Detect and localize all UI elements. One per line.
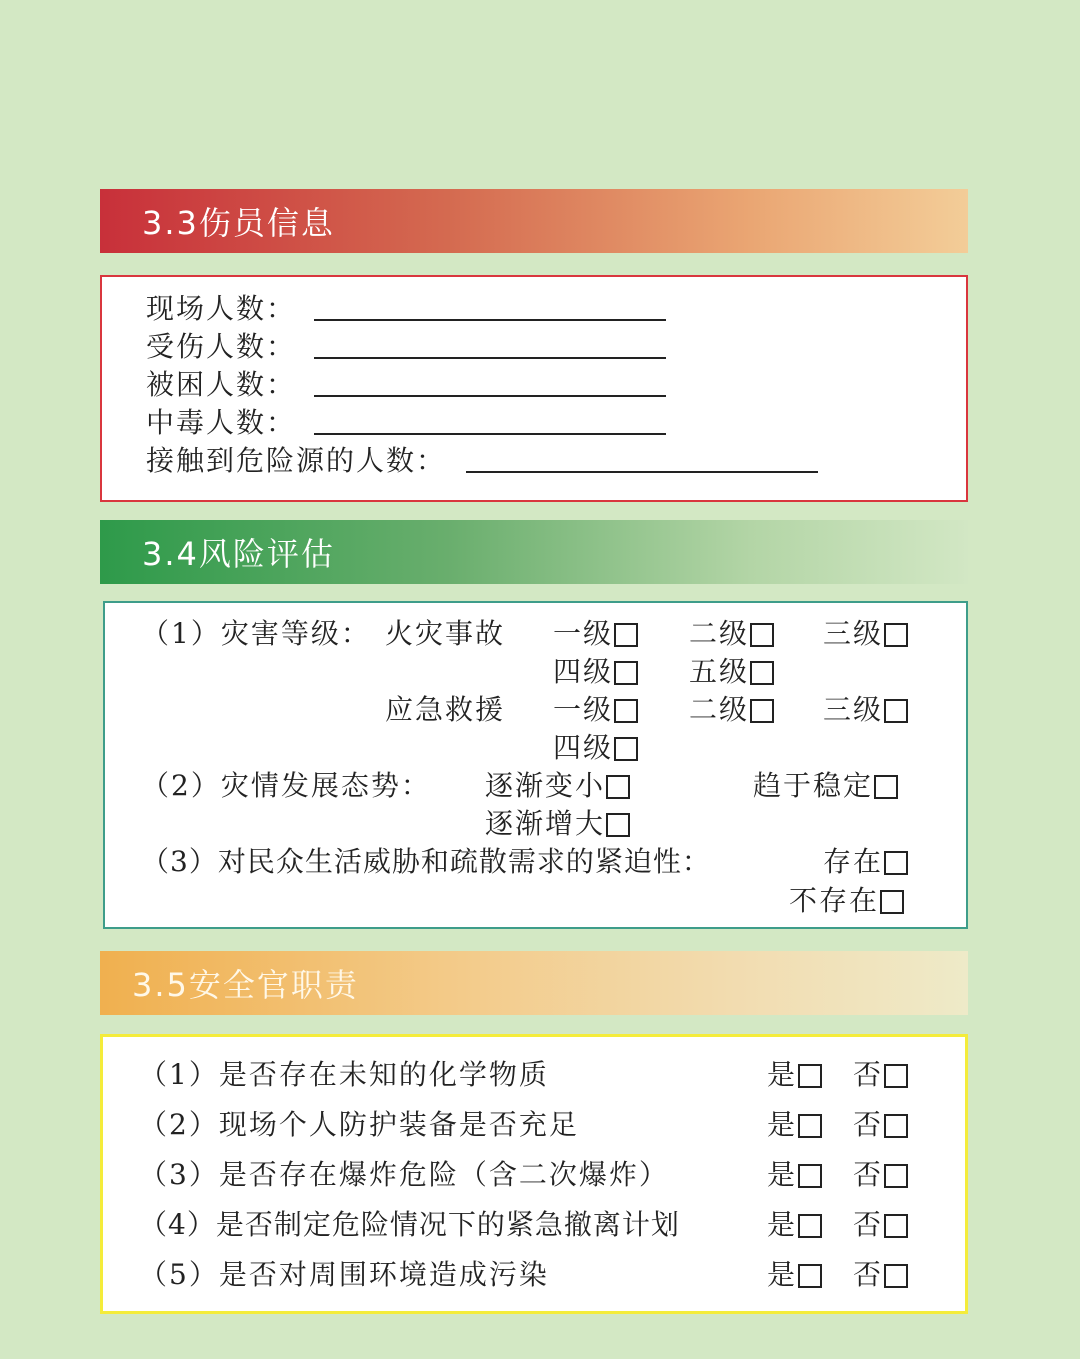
checkbox[interactable] — [750, 661, 774, 685]
no-option: 否 — [853, 1159, 908, 1191]
rescue-level-1: 一级 — [553, 694, 638, 726]
q2-option-stable: 趋于稳定 — [753, 770, 898, 802]
q3-label: （3）对民众生活威胁和疏散需求的紧迫性： — [141, 845, 711, 878]
casualty-info-box — [100, 275, 968, 502]
field-label-onsite: 现场人数： — [146, 292, 297, 325]
checkbox[interactable] — [606, 775, 630, 799]
section-title: 3.3伤员信息 — [142, 204, 335, 242]
yes-option: 是 — [767, 1209, 822, 1241]
checkbox[interactable] — [884, 699, 908, 723]
checklist-item-2: （2）现场个人防护装备是否充足 — [139, 1108, 579, 1141]
fire-level-3: 三级 — [823, 618, 908, 650]
checkbox[interactable] — [874, 775, 898, 799]
section-banner-risk-assessment — [100, 520, 968, 584]
q2-label: （2）灾情发展态势： — [141, 769, 431, 802]
blank-exposed[interactable] — [466, 471, 818, 473]
checkbox[interactable] — [750, 699, 774, 723]
checkbox[interactable] — [884, 1164, 908, 1188]
checkbox[interactable] — [884, 1114, 908, 1138]
fire-level-5: 五级 — [689, 656, 774, 688]
checkbox[interactable] — [798, 1064, 822, 1088]
fire-level-2: 二级 — [689, 618, 774, 650]
blank-injured[interactable] — [314, 357, 666, 359]
field-label-injured: 受伤人数： — [146, 330, 297, 363]
no-option: 否 — [853, 1209, 908, 1241]
no-option: 否 — [853, 1259, 908, 1291]
q2-option-increasing: 逐渐增大 — [485, 808, 630, 840]
field-label-poisoned: 中毒人数： — [146, 406, 297, 439]
risk-assessment-box — [103, 601, 968, 929]
yes-option: 是 — [767, 1159, 822, 1191]
checkbox[interactable] — [884, 1214, 908, 1238]
q1-label: （1）灾害等级： — [141, 617, 371, 650]
no-option: 否 — [853, 1059, 908, 1091]
yes-option: 是 — [767, 1059, 822, 1091]
checkbox[interactable] — [798, 1164, 822, 1188]
checkbox[interactable] — [614, 737, 638, 761]
checklist-item-3: （3）是否存在爆炸危险（含二次爆炸） — [139, 1158, 669, 1191]
checkbox[interactable] — [798, 1114, 822, 1138]
q1-fire-label: 火灾事故 — [385, 617, 506, 650]
q2-option-decreasing: 逐渐变小 — [485, 770, 630, 802]
q3-option-exists: 存在 — [823, 846, 908, 878]
checkbox[interactable] — [884, 1064, 908, 1088]
checkbox[interactable] — [884, 1264, 908, 1288]
rescue-level-3: 三级 — [823, 694, 908, 726]
checklist-item-4: （4）是否制定危险情况下的紧急撤离计划 — [139, 1208, 680, 1241]
checkbox[interactable] — [798, 1264, 822, 1288]
fire-level-4: 四级 — [553, 656, 638, 688]
section-title: 3.5安全官职责 — [132, 966, 359, 1004]
checkbox[interactable] — [750, 623, 774, 647]
section-banner-casualty-info — [100, 189, 968, 253]
checkbox[interactable] — [880, 890, 904, 914]
rescue-level-4: 四级 — [553, 732, 638, 764]
section-title: 3.4风险评估 — [142, 535, 335, 573]
checkbox[interactable] — [884, 623, 908, 647]
checkbox[interactable] — [606, 813, 630, 837]
q1-rescue-label: 应急救援 — [385, 693, 506, 726]
rescue-level-2: 二级 — [689, 694, 774, 726]
blank-trapped[interactable] — [314, 395, 666, 397]
field-label-trapped: 被困人数： — [146, 368, 297, 401]
checkbox[interactable] — [614, 699, 638, 723]
safety-officer-box — [100, 1034, 968, 1314]
yes-option: 是 — [767, 1259, 822, 1291]
blank-onsite[interactable] — [314, 319, 666, 321]
checkbox[interactable] — [884, 851, 908, 875]
checkbox[interactable] — [614, 661, 638, 685]
checkbox[interactable] — [798, 1214, 822, 1238]
checklist-item-5: （5）是否对周围环境造成污染 — [139, 1258, 549, 1291]
fire-level-1: 一级 — [553, 618, 638, 650]
no-option: 否 — [853, 1109, 908, 1141]
checklist-item-1: （1）是否存在未知的化学物质 — [139, 1058, 549, 1091]
blank-poisoned[interactable] — [314, 433, 666, 435]
section-banner-safety-officer — [100, 951, 968, 1015]
yes-option: 是 — [767, 1109, 822, 1141]
field-label-exposed: 接触到危险源的人数： — [146, 444, 447, 477]
q3-option-not-exists: 不存在 — [789, 885, 904, 917]
checkbox[interactable] — [614, 623, 638, 647]
